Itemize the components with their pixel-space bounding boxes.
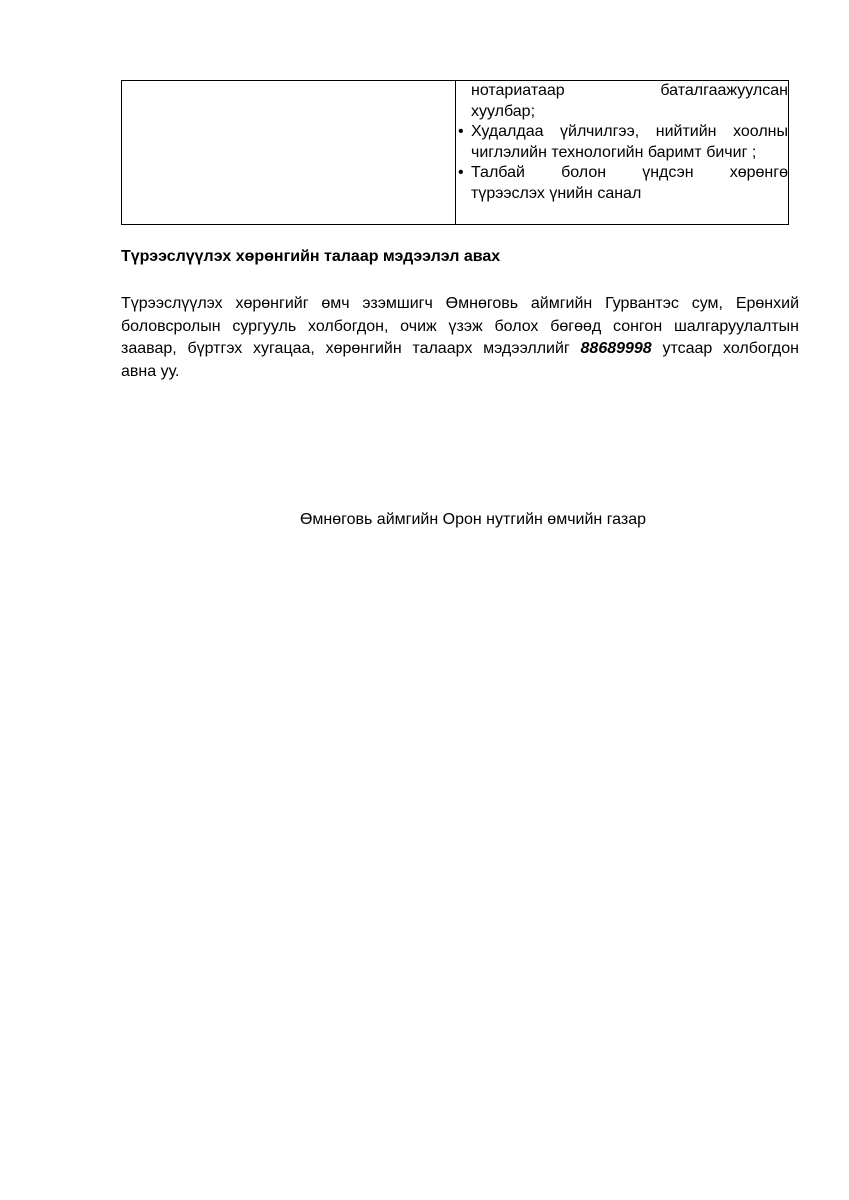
- phone-number: 88689998: [580, 340, 652, 357]
- list-text-line: хуулбар;: [471, 102, 536, 120]
- table-cell-right: [456, 81, 789, 225]
- body-line: Түрээслүүлэх хөрөнгийг өмч эзэмшигч Өмнөговь аймгийн Гурвантэс сум, Ерөнхий: [121, 295, 799, 312]
- list-text-line: нотариатаар баталгаажуулсан: [471, 82, 788, 99]
- table-cell-left: [122, 81, 456, 225]
- requirements-table: [121, 80, 789, 225]
- list-text-line: Талбай болон үндсэн хөрөнгө: [471, 164, 788, 181]
- bullet-icon: •: [458, 123, 464, 140]
- list-text-line: түрээслэх үнийн санал: [471, 184, 642, 202]
- bullet-icon: •: [458, 164, 464, 181]
- list-text-line: чиглэлийн технологийн баримт бичиг ;: [471, 143, 757, 161]
- section-heading: Түрээслүүлэх хөрөнгийн талаар мэдээлэл авах: [121, 248, 501, 265]
- body-line: [121, 338, 799, 361]
- requirements-list: [456, 81, 788, 204]
- signature-line: Өмнөговь аймгийн Орон нутгийн өмчийн газар: [299, 511, 647, 528]
- list-item-continuation: [456, 81, 788, 122]
- list-item: [456, 163, 788, 204]
- table-row: [122, 81, 789, 225]
- list-text-line: Худалдаа үйлчилгээ, нийтийн хоолны: [471, 123, 788, 140]
- body-line: боловсролын сургууль холбогдон, очиж үзэж болох бөгөөд сонгон шалгаруулалтын: [121, 317, 799, 335]
- body-line: авна уу.: [121, 362, 180, 380]
- list-item: [456, 122, 788, 163]
- body-text-segment: утсаар холбогдон: [651, 340, 799, 357]
- body-text-segment: заавар, бүртгэх хугацаа, хөрөнгийн талаарх мэдээллийг: [121, 340, 581, 357]
- body-paragraph: [121, 293, 799, 383]
